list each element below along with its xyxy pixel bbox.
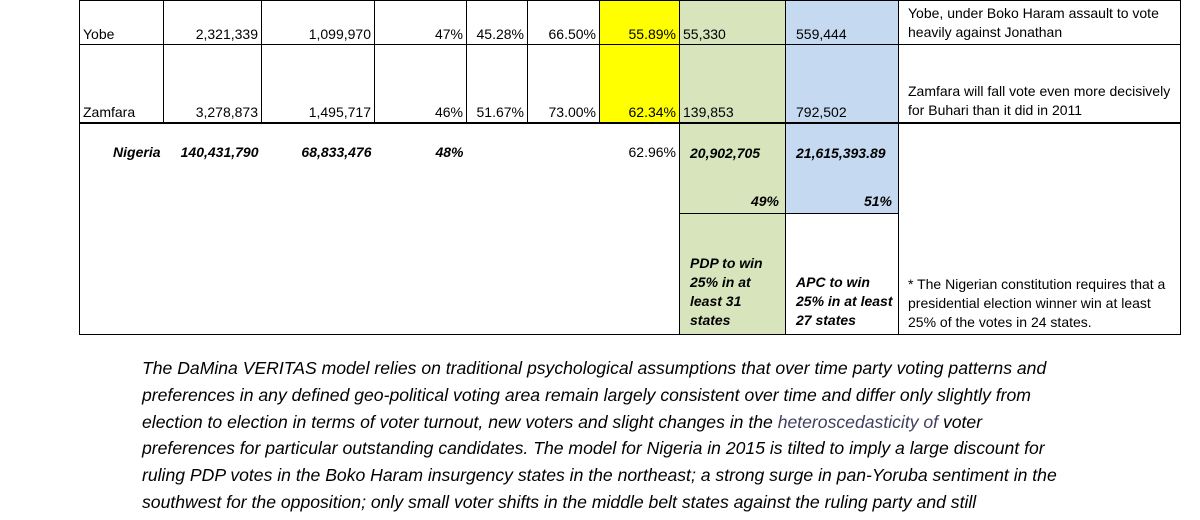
- state-name: Yobe: [80, 1, 164, 45]
- pct-a-cell: 45.28%: [467, 1, 528, 45]
- total-registered: 68,833,476: [262, 123, 375, 214]
- registered-cell: 1,099,970: [262, 1, 375, 45]
- population-cell: 3,278,873: [164, 45, 262, 124]
- constitution-note: * The Nigerian constitution requires that a presidential election winner win at least 25% of the votes in 24 states.: [899, 214, 1181, 335]
- pdp-win-note: PDP to win 25% in at least 31 states: [680, 214, 786, 335]
- empty-note-cell: [899, 123, 1181, 214]
- total-pdp-share: 49%: [680, 189, 785, 214]
- empty-footer-span: [80, 214, 680, 335]
- state-name: Zamfara: [80, 45, 164, 124]
- pct-b-cell: 66.50%: [528, 1, 600, 45]
- paragraph-text-start: The DaMina VERITAS model relies on traditional psychological assumptions that over time party voting patterns and preferences in any defined geo-political voting area remain largely consistent over time and differ only slightly from election to election in terms of voter turnout, new voters and slight changes in the: [142, 358, 1047, 432]
- total-population: 140,431,790: [164, 123, 262, 214]
- table-row: [80, 1, 1181, 45]
- paragraph-text-end: voter preferences for particular outstanding candidates. The model for Nigeria in 2015 is tilted to imply a large discount for ruling PDP votes in the Boko Haram insurgency states in the northeast; a strong surge in pan-Yoruba sentiment in the southwest for the opposition; only small voter shifts in the middle belt states against the ruling party and still: [142, 411, 1057, 512]
- population-cell: 2,321,339: [164, 1, 262, 45]
- total-apc-votes: 21,615,393.89: [796, 145, 886, 161]
- apc-win-note: APC to win 25% in at least 27 states: [786, 214, 899, 335]
- total-pdp-votes: 20,902,705: [690, 145, 761, 161]
- total-pct-c: 62.96%: [600, 123, 680, 214]
- registered-cell: 1,495,717: [262, 45, 375, 124]
- pdp-votes-cell: 55,330: [680, 1, 786, 45]
- pct-registered-cell: 46%: [375, 45, 467, 124]
- total-apc-share: 51%: [786, 189, 898, 214]
- pct-a-cell: 51.67%: [467, 45, 528, 124]
- apc-votes-cell: 792,502: [786, 45, 899, 124]
- apc-votes-cell: 559,444: [786, 1, 899, 45]
- total-apc-cell: [786, 123, 899, 214]
- total-row: [80, 123, 1181, 214]
- table-row: [80, 45, 1181, 124]
- pdp-votes-cell: 139,853: [680, 45, 786, 124]
- empty-cell: [528, 123, 600, 214]
- total-pdp-cell: [680, 123, 786, 214]
- total-pct-registered: 48%: [375, 123, 467, 214]
- pct-registered-cell: 47%: [375, 1, 467, 45]
- results-table: [79, 0, 1181, 335]
- pct-c-cell: 62.34%: [600, 45, 680, 124]
- state-note: Yobe, under Boko Haram assault to vote heavily against Jonathan: [899, 1, 1181, 45]
- empty-cell: [467, 123, 528, 214]
- state-note: Zamfara will fall vote even more decisively for Buhari than it did in 2011: [899, 45, 1181, 124]
- paragraph-highlight: heteroscedasticity of: [777, 411, 939, 432]
- analysis-paragraph: [142, 355, 1072, 516]
- footer-row: [80, 214, 1181, 335]
- total-label: Nigeria: [80, 123, 164, 214]
- pct-b-cell: 73.00%: [528, 45, 600, 124]
- pct-c-cell: 55.89%: [600, 1, 680, 45]
